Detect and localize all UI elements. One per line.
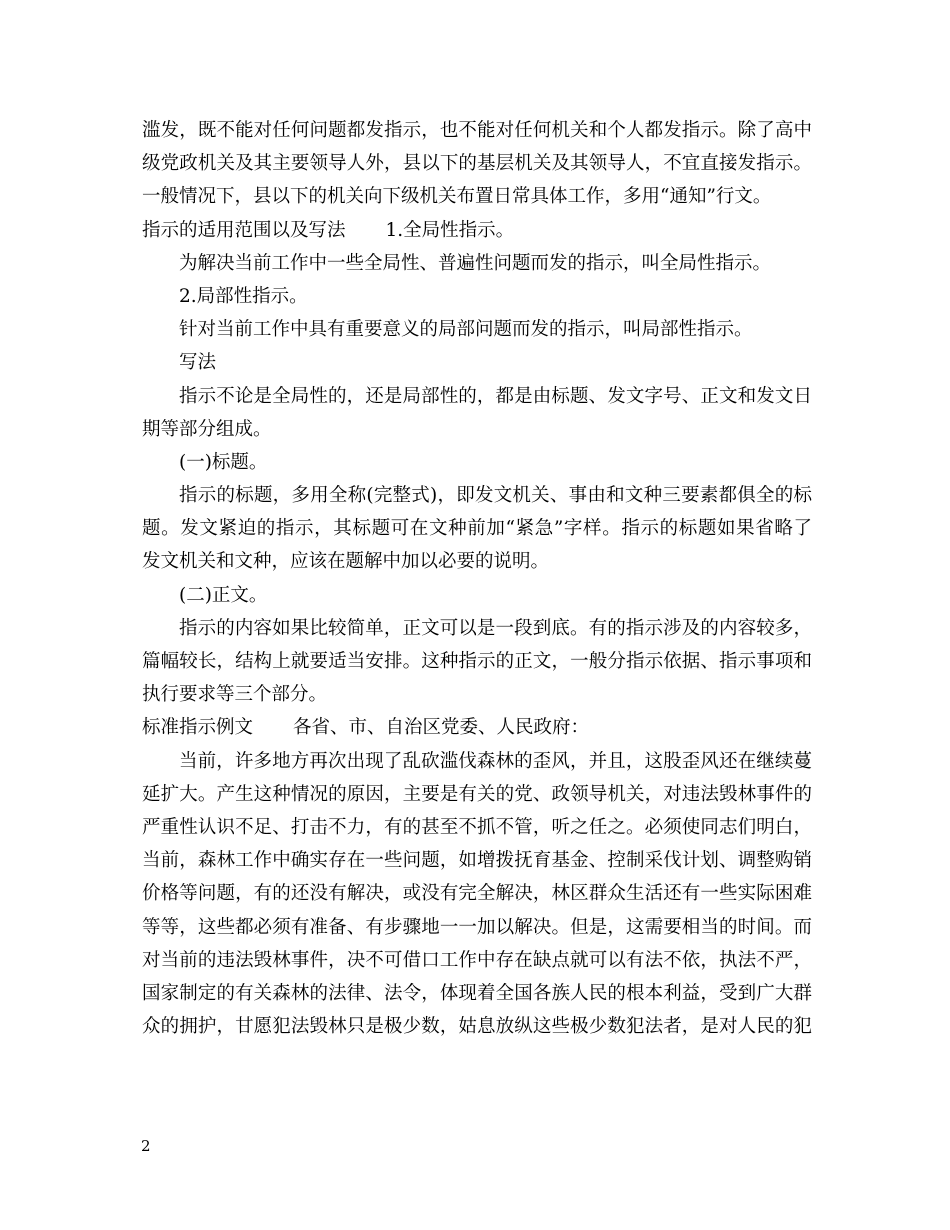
text-line: 一般情况下，县以下的机关向下级机关布置日常具体工作，多用“通知”行文。 bbox=[142, 186, 772, 208]
text-line: 级党政机关及其主要领导人外，县以下的基层机关及其领导人，不宜直接发指示。 bbox=[142, 153, 812, 175]
page-number: 2 bbox=[141, 1137, 151, 1155]
text-line: 执行要求等三个部分。 bbox=[142, 684, 328, 706]
text-line: 众的拥护，甘愿犯法毁林只是极少数，姑息放纵这些极少数犯法者，是对人民的犯 bbox=[142, 1016, 812, 1038]
text-line bbox=[142, 711, 812, 744]
text-line: 国家制定的有关森林的法律、法令，体现着全国各族人民的根本利益，受到广大群 bbox=[142, 982, 812, 1004]
text-line: 当前，森林工作中确实存在一些问题，如增拨抚育基金、控制采伐计划、调整购销 bbox=[142, 850, 812, 872]
text-line: 延扩大。产生这种情况的原因，主要是有关的党、政领导机关，对违法毁林事件的 bbox=[142, 783, 812, 805]
text-line: 发文机关和文种，应该在题解中加以必要的说明。 bbox=[142, 551, 550, 573]
text-line: (一)标题。 bbox=[179, 451, 268, 473]
text-line: 题。发文紧迫的指示，其标题可在文种前加“紧急”字样。指示的标题如果省略了 bbox=[142, 518, 812, 540]
text-line: 严重性认识不足、打击不力，有的甚至不抓不管，听之任之。必须使同志们明白， bbox=[142, 816, 812, 838]
text-line: 写法 bbox=[179, 352, 217, 374]
text-line: 价格等问题，有的还没有解决，或没有完全解决，林区群众生活还有一些实际困难 bbox=[142, 883, 812, 905]
section-heading-item: 各省、市、自治区党委、人民政府： bbox=[293, 717, 590, 739]
text-line: 期等部分组成。 bbox=[142, 418, 272, 440]
text-line: 对当前的违法毁林事件，决不可借口工作中存在缺点就可以有法不依，执法不严， bbox=[142, 949, 812, 971]
text-line: 2.局部性指示。 bbox=[179, 285, 308, 307]
text-line: 指示的内容如果比较简单，正文可以是一段到底。有的指示涉及的内容较多， bbox=[179, 617, 812, 639]
text-line: 针对当前工作中具有重要意义的局部问题而发的指示，叫局部性指示。 bbox=[179, 319, 753, 341]
section-heading-item: 1.全局性指示。 bbox=[385, 219, 515, 241]
text-line: 滥发，既不能对任何问题都发指示，也不能对任何机关和个人都发指示。除了高中 bbox=[142, 120, 812, 141]
text-line: (二)正文。 bbox=[179, 584, 268, 606]
document-body bbox=[142, 114, 812, 1043]
text-line: 指示不论是全局性的，还是局部性的，都是由标题、发文字号、正文和发文日 bbox=[179, 385, 812, 407]
text-line bbox=[142, 214, 812, 247]
text-line: 等等，这些都必须有准备、有步骤地一一加以解决。但是，这需要相当的时间。而 bbox=[142, 916, 812, 938]
section-heading: 标准指示例文 bbox=[142, 717, 254, 739]
text-line: 当前，许多地方再次出现了乱砍滥伐森林的歪风，并且，这股歪风还在继续蔓 bbox=[179, 750, 812, 772]
text-line: 指示的标题，多用全称(完整式)，即发文机关、事由和文种三要素都俱全的标 bbox=[179, 485, 812, 507]
text-line: 为解决当前工作中一些全局性、普遍性问题而发的指示，叫全局性指示。 bbox=[179, 252, 772, 274]
text-line: 篇幅较长，结构上就要适当安排。这种指示的正文，一般分指示依据、指示事项和 bbox=[142, 651, 812, 672]
section-heading: 指示的适用范围以及写法 bbox=[142, 219, 346, 241]
